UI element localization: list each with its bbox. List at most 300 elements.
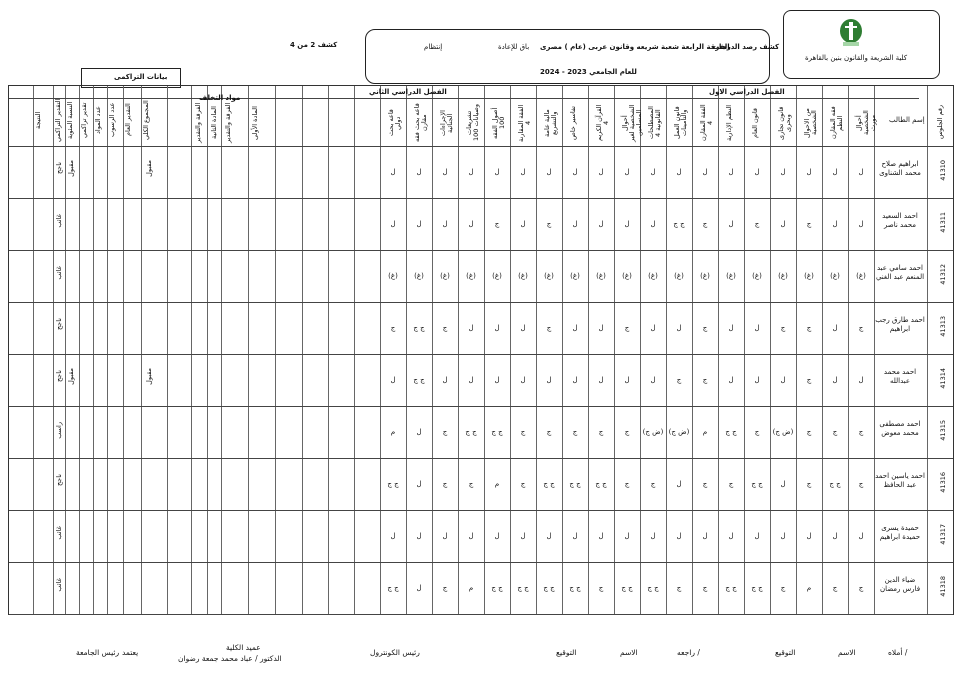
term1-grade: ج bbox=[806, 324, 812, 332]
sid-header: رقم الجلوس bbox=[936, 104, 944, 140]
term1-grade: ل bbox=[598, 376, 604, 384]
grid-vline bbox=[207, 86, 208, 614]
student-id: 41315 bbox=[939, 420, 947, 441]
student-result: غائب bbox=[55, 266, 63, 280]
term1-grade: ج ج bbox=[751, 584, 763, 592]
term1-grade: ل bbox=[754, 324, 760, 332]
grid-vline bbox=[536, 86, 537, 614]
term2-grade: ج bbox=[546, 428, 552, 436]
grid-vline bbox=[93, 86, 94, 614]
term2-grade: ل bbox=[520, 376, 526, 384]
term2-grade: ج ج bbox=[413, 324, 425, 332]
term1-grade: ل bbox=[858, 220, 864, 228]
grid-vline bbox=[510, 86, 511, 614]
term2-subject-header: قاعه بحث فقه مقارن bbox=[413, 103, 428, 143]
term2-grade: (غ) bbox=[492, 272, 502, 280]
term1-grade: ل bbox=[754, 168, 760, 176]
term2-grade: ل bbox=[416, 168, 422, 176]
grid-vline bbox=[167, 86, 168, 614]
grid-vline bbox=[354, 86, 355, 614]
term2-grade: ل bbox=[572, 168, 578, 176]
term1-grade: ج ج bbox=[751, 480, 763, 488]
grid-vline bbox=[33, 86, 34, 614]
term1-grade: ج bbox=[650, 480, 656, 488]
student-result: غائب bbox=[55, 578, 63, 592]
term1-grade: ج ج bbox=[595, 480, 607, 488]
student-name: احمد مصطفى محمد معوض bbox=[879, 420, 921, 437]
term1-grade: ج ج bbox=[725, 584, 737, 592]
student-name: ابراهيم صلاح محمد الشناوى bbox=[879, 160, 921, 177]
term2-grade: ل bbox=[520, 324, 526, 332]
student-id: 41310 bbox=[939, 160, 947, 181]
term1-grade: ل bbox=[780, 168, 786, 176]
student-name: احمد طارق رجب ابراهيم bbox=[875, 316, 925, 333]
backlog-header: مواد التخلف bbox=[199, 94, 241, 102]
term2-grade: ل bbox=[546, 376, 552, 384]
term1-subject-header: قانون تجارى وبحرى bbox=[777, 106, 792, 140]
term1-grade: ل bbox=[650, 532, 656, 540]
grid-vline bbox=[432, 86, 433, 614]
term2-subject-header: مالية عامة والتشريع bbox=[543, 109, 558, 137]
term1-grade: ل bbox=[650, 168, 656, 176]
grid-vline bbox=[123, 86, 124, 614]
row-line bbox=[9, 198, 953, 199]
term1-grade: ج bbox=[858, 480, 864, 488]
grid-vline bbox=[53, 86, 54, 614]
row-line bbox=[9, 458, 953, 459]
grid-vline bbox=[588, 86, 589, 614]
term2-grade: ج ج bbox=[413, 376, 425, 384]
general-grade: مقبول bbox=[145, 368, 153, 385]
grid-vline bbox=[302, 86, 303, 614]
term1-grade: ج bbox=[832, 428, 838, 436]
term1-grade: ل bbox=[650, 324, 656, 332]
summary-header: التقدير التراكمي bbox=[54, 98, 62, 142]
student-name: ضياء الدين فارس رمضان bbox=[879, 576, 921, 593]
term2-grade: م bbox=[468, 584, 474, 592]
term1-grade: ج bbox=[624, 480, 630, 488]
student-name: حميدة يسرى حميدة ابراهيم bbox=[879, 524, 921, 541]
summary-header: تقدير تراكمي bbox=[80, 102, 88, 138]
term2-grade: ل bbox=[416, 532, 422, 540]
row-line bbox=[9, 302, 953, 303]
term1-grade: (غ) bbox=[674, 272, 684, 280]
row-line bbox=[9, 354, 953, 355]
term2-grade: ج bbox=[494, 220, 500, 228]
term2-grade: ج ج bbox=[465, 428, 477, 436]
term2-grade: ج bbox=[520, 428, 526, 436]
term1-subject-header: من الاحوال الشخصية bbox=[803, 108, 818, 138]
term2-grade: ل bbox=[494, 376, 500, 384]
dictated-name: الاسم bbox=[838, 648, 856, 657]
term1-grade: ل bbox=[728, 168, 734, 176]
student-name: احمد سامي عبد المنعم عبد الغني bbox=[875, 264, 925, 281]
term1-subject-header: الفقة المقارن 4 bbox=[699, 104, 714, 142]
term2-grade: ج bbox=[442, 428, 448, 436]
term1-grade: (ض ج) bbox=[668, 428, 690, 436]
term1-grade: ل bbox=[754, 532, 760, 540]
term2-grade: ل bbox=[494, 324, 500, 332]
student-id: 41313 bbox=[939, 316, 947, 337]
grid-vline bbox=[458, 86, 459, 614]
term1-grade: ل bbox=[598, 532, 604, 540]
term1-grade: ل bbox=[780, 480, 786, 488]
term2-grade: ل bbox=[390, 532, 396, 540]
term1-grade: ج bbox=[676, 376, 682, 384]
term2-grade: ل bbox=[468, 532, 474, 540]
student-id: 41312 bbox=[939, 264, 947, 285]
term1-grade: ج bbox=[858, 324, 864, 332]
term2-grade: (غ) bbox=[388, 272, 398, 280]
term2-grade: ل bbox=[416, 480, 422, 488]
backlog-subject-header: المادة الثانية bbox=[210, 106, 218, 140]
summary-header: عدد المواد bbox=[94, 106, 102, 134]
term1-grade: ل bbox=[754, 376, 760, 384]
term1-grade: ل bbox=[598, 168, 604, 176]
term1-grade: ج bbox=[858, 584, 864, 592]
grid-vline bbox=[406, 86, 407, 614]
term2-grade: ل bbox=[520, 168, 526, 176]
term1-grade: ل bbox=[728, 220, 734, 228]
term1-grade: ل bbox=[598, 324, 604, 332]
term2-grade: ل bbox=[520, 532, 526, 540]
term1-grade: ج bbox=[858, 428, 864, 436]
term1-grade: ل bbox=[858, 376, 864, 384]
student-id: 41314 bbox=[939, 368, 947, 389]
term1-grade: ل bbox=[624, 168, 630, 176]
term2-grade: ل bbox=[416, 428, 422, 436]
cumulative-label: بيانات التراكمى bbox=[114, 73, 168, 81]
term2-grade: ج bbox=[442, 480, 448, 488]
student-id: 41317 bbox=[939, 524, 947, 545]
term1-grade: ج bbox=[754, 428, 760, 436]
term2-grade: (غ) bbox=[440, 272, 450, 280]
term1-subject-header: النظم الإدارية bbox=[725, 104, 733, 142]
term2-subject-header: تفاسير خاص bbox=[569, 106, 577, 140]
program-text: الفرقة الرابعة شعبة شريعه وقانون عربى (عام ) مصرى bbox=[540, 43, 730, 51]
term1-grade: ج bbox=[754, 220, 760, 228]
term1-grade: (غ) bbox=[622, 272, 632, 280]
term2-grade: ل bbox=[416, 584, 422, 592]
student-name: احمد ياسين احمد عبد الحافظ bbox=[875, 472, 925, 489]
term2-grade: ل bbox=[442, 220, 448, 228]
grid-vline bbox=[562, 86, 563, 614]
dictated-signature: التوقيع bbox=[775, 648, 796, 657]
term2-grade: ل bbox=[442, 532, 448, 540]
term2-grade: ج bbox=[442, 584, 448, 592]
term2-grade: ل bbox=[442, 376, 448, 384]
term1-subject-header: المصطلحات القانونية 4 bbox=[647, 106, 662, 140]
cumulative-grade: مقبول bbox=[67, 368, 75, 385]
term1-header: الفصل الدراسي الاول bbox=[709, 88, 785, 96]
term2-grade: ج ج bbox=[387, 584, 399, 592]
student-name: احمد محمد عبدالله bbox=[883, 368, 917, 385]
term1-grade: ج ج bbox=[621, 584, 633, 592]
term1-grade: ج ج bbox=[673, 220, 685, 228]
grid-vline bbox=[666, 86, 667, 614]
grid-vline bbox=[65, 86, 66, 614]
term2-grade: (غ) bbox=[518, 272, 528, 280]
grid-vline bbox=[79, 86, 80, 614]
term2-grade: ل bbox=[468, 324, 474, 332]
term1-grade: ل bbox=[702, 532, 708, 540]
term1-subject-header: أحوال الشخصية مورث bbox=[855, 110, 877, 136]
term1-grade: ل bbox=[780, 376, 786, 384]
summary-header: النسبة المئوية bbox=[66, 101, 74, 139]
term1-grade: ج bbox=[702, 220, 708, 228]
term1-grade: ج bbox=[702, 376, 708, 384]
grid-vline bbox=[275, 86, 276, 614]
term2-header: الفصل الدراسي الثاني bbox=[369, 88, 447, 96]
term2-grade: ل bbox=[390, 220, 396, 228]
row-line bbox=[9, 562, 953, 563]
term2-subject-header: الإجراءات الجنائية bbox=[439, 110, 454, 136]
term2-grade: ل bbox=[572, 376, 578, 384]
term2-grade: ل bbox=[546, 168, 552, 176]
term1-grade: ج bbox=[806, 220, 812, 228]
term2-grade: ج bbox=[520, 480, 526, 488]
term1-grade: ل bbox=[806, 532, 812, 540]
term1-grade: ل bbox=[676, 168, 682, 176]
general-grade: مقبول bbox=[145, 160, 153, 177]
term1-subject-header: أحوال الشخصية لغير المسلمين bbox=[621, 104, 643, 142]
term1-grade: ج bbox=[728, 480, 734, 488]
grid-vline bbox=[484, 86, 485, 614]
student-result: ناجح bbox=[55, 162, 63, 175]
term1-grade: ل bbox=[650, 376, 656, 384]
term1-grade: ج bbox=[598, 584, 604, 592]
term1-grade: ج bbox=[702, 324, 708, 332]
grid-vline bbox=[614, 86, 615, 614]
term1-grade: (غ) bbox=[596, 272, 606, 280]
term1-subject-header: قانون العمل والتأمينات bbox=[673, 106, 688, 140]
summary-header: عدد الرسوب bbox=[108, 102, 116, 138]
term1-grade: ل bbox=[832, 168, 838, 176]
term2-grade: ج ج bbox=[569, 584, 581, 592]
term2-grade: ج ج bbox=[491, 428, 503, 436]
student-result: ناجح bbox=[55, 370, 63, 383]
grid-vline bbox=[380, 86, 381, 614]
grid-vline bbox=[822, 86, 823, 614]
term1-grade: ج bbox=[676, 584, 682, 592]
academic-year: للعام الجامعي 2023 - 2024 bbox=[540, 68, 637, 76]
term1-grade: (ض ج) bbox=[642, 428, 664, 436]
term1-grade: ل bbox=[832, 376, 838, 384]
term1-grade: ل bbox=[598, 220, 604, 228]
term1-grade: ج bbox=[806, 480, 812, 488]
row-line bbox=[9, 614, 953, 615]
sheet-label: كشف رصد الدرجات bbox=[712, 43, 780, 51]
term2-subject-header: الفقة المقارنة 4 bbox=[517, 104, 532, 142]
term1-grade: م bbox=[806, 584, 812, 592]
term2-grade: ج bbox=[546, 324, 552, 332]
grid-vline bbox=[141, 86, 142, 614]
term1-grade: ل bbox=[676, 532, 682, 540]
grid-vline bbox=[328, 86, 329, 614]
term2-grade: ل bbox=[390, 168, 396, 176]
control-head: رئيس الكونترول bbox=[370, 648, 420, 657]
term1-subject-header: فقه المقارن النظم bbox=[829, 106, 844, 140]
term1-subject-header: القرآن الكريم 4 bbox=[595, 104, 610, 142]
regular-text: إنتظام bbox=[424, 43, 443, 51]
term1-grade: ج bbox=[702, 480, 708, 488]
student-id: 41316 bbox=[939, 472, 947, 493]
term2-grade: ل bbox=[494, 168, 500, 176]
term1-grade: (غ) bbox=[830, 272, 840, 280]
term2-grade: ل bbox=[520, 220, 526, 228]
grid-vline bbox=[221, 86, 222, 614]
term2-grade: م bbox=[494, 480, 500, 488]
reviewed-name: الاسم bbox=[620, 648, 638, 657]
term1-grade: ل bbox=[858, 532, 864, 540]
term1-grade: ل bbox=[650, 220, 656, 228]
name-header: إسم الطالب bbox=[889, 116, 925, 124]
sheet-number: كشف 2 من 4 bbox=[290, 41, 338, 49]
backlog-subject-header: الفرقة والتقدير bbox=[224, 102, 232, 144]
term2-grade: ل bbox=[416, 220, 422, 228]
row-line bbox=[9, 510, 953, 511]
term1-grade: ج bbox=[806, 428, 812, 436]
term2-grade: (غ) bbox=[544, 272, 554, 280]
student-id: 41318 bbox=[939, 576, 947, 597]
grades-table bbox=[8, 85, 954, 615]
student-result: ناجح bbox=[55, 474, 63, 487]
term2-grade: ل bbox=[468, 376, 474, 384]
term1-grade: م bbox=[702, 428, 708, 436]
term1-grade: ل bbox=[858, 168, 864, 176]
term2-grade: (غ) bbox=[570, 272, 580, 280]
term2-grade: ج ج bbox=[387, 480, 399, 488]
term1-grade: ل bbox=[676, 480, 682, 488]
college-name: كلية الشريعة والقانون بنين بالقاهرة bbox=[805, 54, 908, 62]
term2-grade: ج ج bbox=[543, 584, 555, 592]
term2-grade: ل bbox=[468, 168, 474, 176]
grid-vline bbox=[718, 86, 719, 614]
row-line bbox=[9, 406, 953, 407]
summary-header: المجموع الكلي bbox=[142, 100, 150, 140]
term2-grade: ج bbox=[390, 324, 396, 332]
cumulative-grade: مقبول bbox=[67, 160, 75, 177]
term1-grade: ج bbox=[624, 428, 630, 436]
term2-grade: ج bbox=[572, 428, 578, 436]
term2-subject-header: قاعه بحث دولي bbox=[387, 109, 402, 137]
term1-grade: ل bbox=[728, 376, 734, 384]
term2-subject-header: تشريعات وصيانات 100 bbox=[465, 104, 480, 142]
term1-grade: ج bbox=[780, 584, 786, 592]
term2-grade: ج ج bbox=[517, 584, 529, 592]
term2-grade: ل bbox=[546, 532, 552, 540]
term1-grade: ل bbox=[624, 220, 630, 228]
term1-grade: (غ) bbox=[778, 272, 788, 280]
term1-grade: (غ) bbox=[856, 272, 866, 280]
term2-grade: م bbox=[390, 428, 396, 436]
term2-grade: ج bbox=[468, 480, 474, 488]
term1-grade: (غ) bbox=[726, 272, 736, 280]
term1-grade: ل bbox=[702, 168, 708, 176]
backlog-subject-header: الفرقة والتقدير bbox=[194, 102, 202, 144]
grid-vline bbox=[107, 86, 108, 614]
summary-header: النتيجة bbox=[34, 111, 42, 129]
term1-grade: ل bbox=[676, 324, 682, 332]
term1-grade: ل bbox=[832, 324, 838, 332]
term1-grade: ج bbox=[832, 584, 838, 592]
term2-grade: ل bbox=[442, 168, 448, 176]
term2-grade: ل bbox=[572, 324, 578, 332]
term2-grade: (غ) bbox=[414, 272, 424, 280]
grid-vline bbox=[927, 86, 928, 614]
term1-grade: ج bbox=[624, 324, 630, 332]
term1-grade: ل bbox=[832, 220, 838, 228]
term2-grade: ل bbox=[468, 220, 474, 228]
term1-subject-header: قانون العام bbox=[751, 107, 759, 139]
student-result: ناجح bbox=[55, 318, 63, 331]
term1-grade: ج ج bbox=[647, 584, 659, 592]
term2-grade: ج bbox=[546, 220, 552, 228]
dictated-label: أملاه / bbox=[888, 648, 908, 657]
approved-label: يعتمد bbox=[122, 648, 139, 657]
term1-grade: ج ج bbox=[725, 428, 737, 436]
term2-grade: ل bbox=[494, 532, 500, 540]
term2-subject-header: أصول الفقه 100 bbox=[491, 107, 506, 139]
header-line-2 bbox=[9, 146, 953, 147]
term1-grade: ل bbox=[832, 532, 838, 540]
reviewed-signature: التوقيع bbox=[556, 648, 577, 657]
term1-grade: (غ) bbox=[648, 272, 658, 280]
term1-grade: ل bbox=[624, 376, 630, 384]
dean-name: الدكتور / عباد محمد جمعة رضوان bbox=[178, 654, 282, 663]
dean-label: عميد الكلية bbox=[226, 643, 261, 652]
president-label: رئيس الجامعة bbox=[76, 648, 120, 657]
term1-grade: ج bbox=[598, 428, 604, 436]
grid-vline bbox=[796, 86, 797, 614]
grid-vline bbox=[848, 86, 849, 614]
term2-grade: ج bbox=[442, 324, 448, 332]
student-result: غائب bbox=[55, 526, 63, 540]
term1-grade: ل bbox=[624, 532, 630, 540]
grid-vline bbox=[770, 86, 771, 614]
term1-grade: ج ج bbox=[829, 480, 841, 488]
student-result: غائب bbox=[55, 214, 63, 228]
term1-grade: ج bbox=[702, 584, 708, 592]
term2-grade: ل bbox=[572, 220, 578, 228]
term2-grade: ج ج bbox=[543, 480, 555, 488]
student-id: 41311 bbox=[939, 212, 947, 233]
term1-grade: ج bbox=[780, 324, 786, 332]
term1-grade: (غ) bbox=[804, 272, 814, 280]
summary-header: التقدير العام bbox=[124, 103, 132, 137]
term1-grade: ل bbox=[728, 532, 734, 540]
grid-vline bbox=[640, 86, 641, 614]
reviewed-label: راجعه / bbox=[677, 648, 700, 657]
retake-text: باق للإعادة bbox=[498, 43, 530, 51]
term1-grade: ل bbox=[728, 324, 734, 332]
student-result: راسب bbox=[55, 422, 63, 439]
term2-grade: ج ج bbox=[491, 584, 503, 592]
backlog-subject-header: المادة الأولى bbox=[251, 106, 259, 140]
term1-grade: (غ) bbox=[752, 272, 762, 280]
grid-vline bbox=[191, 86, 192, 614]
college-logo-icon bbox=[838, 18, 864, 48]
term1-grade: (غ) bbox=[700, 272, 710, 280]
term2-grade: ل bbox=[390, 376, 396, 384]
row-line bbox=[9, 250, 953, 251]
student-name: احمد السعيد محمد ناصر bbox=[882, 212, 918, 229]
term1-grade: ل bbox=[806, 168, 812, 176]
term1-grade: (ض ج) bbox=[772, 428, 794, 436]
grid-vline bbox=[692, 86, 693, 614]
term2-grade: ل bbox=[572, 532, 578, 540]
term1-grade: ل bbox=[780, 532, 786, 540]
